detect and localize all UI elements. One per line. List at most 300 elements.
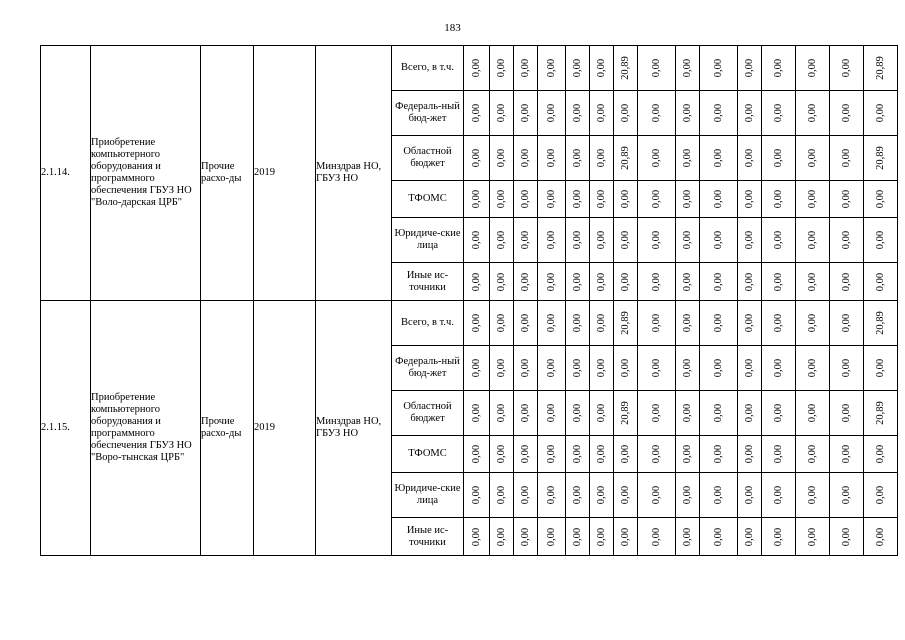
value-text: 0,00	[545, 58, 557, 78]
value-cell	[614, 181, 638, 218]
value-text: 0,00	[874, 189, 886, 209]
value-cell	[490, 473, 514, 518]
value-text: 0,00	[743, 58, 755, 78]
value-text: 0,00	[772, 485, 784, 505]
value-text: 0,00	[743, 148, 755, 168]
value-cell	[538, 518, 566, 556]
value-text: 0,00	[470, 403, 482, 423]
value-text: 0,00	[772, 272, 784, 291]
value-text: 0,00	[619, 103, 631, 123]
value-cell	[638, 346, 676, 391]
value-cell	[796, 346, 830, 391]
value-text: 0,00	[595, 230, 607, 250]
value-cell	[464, 301, 490, 346]
value-cell	[796, 391, 830, 436]
value-cell	[566, 218, 590, 263]
value-text: 0,00	[519, 189, 531, 209]
value-cell	[738, 436, 762, 473]
value-text: 0,00	[743, 272, 755, 291]
value-text: 0,00	[545, 358, 557, 378]
value-cell	[490, 436, 514, 473]
value-cell	[614, 346, 638, 391]
value-cell	[514, 301, 538, 346]
value-text: 0,00	[874, 272, 886, 291]
value-cell	[796, 46, 830, 91]
value-text: 20,89	[619, 56, 631, 80]
value-text: 0,00	[571, 272, 583, 291]
value-cell	[738, 218, 762, 263]
funding-source: Всего, в т.ч.	[392, 46, 464, 91]
value-text: 0,00	[495, 358, 507, 378]
value-text: 0,00	[840, 58, 852, 78]
value-text: 0,00	[595, 272, 607, 291]
value-text: 0,00	[681, 527, 693, 546]
value-cell	[676, 436, 700, 473]
value-text: 0,00	[470, 230, 482, 250]
value-text: 0,00	[650, 403, 662, 423]
value-text: 0,00	[519, 148, 531, 168]
value-cell	[762, 218, 796, 263]
value-cell	[590, 91, 614, 136]
value-text: 0,00	[840, 485, 852, 505]
value-cell	[738, 91, 762, 136]
implementation-year: 2019	[254, 46, 316, 301]
value-text: 0,00	[650, 485, 662, 505]
value-cell	[796, 436, 830, 473]
value-text: 20,89	[619, 146, 631, 170]
value-cell	[676, 46, 700, 91]
value-cell	[614, 218, 638, 263]
value-text: 0,00	[470, 148, 482, 168]
value-cell	[700, 473, 738, 518]
value-cell	[566, 181, 590, 218]
value-text: 0,00	[495, 272, 507, 291]
value-cell	[738, 473, 762, 518]
value-text: 0,00	[806, 313, 818, 333]
value-text: 0,00	[806, 444, 818, 464]
value-cell	[464, 218, 490, 263]
value-cell	[514, 263, 538, 301]
value-cell	[614, 518, 638, 556]
value-text: 0,00	[519, 272, 531, 291]
value-cell	[738, 391, 762, 436]
value-text: 0,00	[495, 313, 507, 333]
value-cell	[700, 301, 738, 346]
value-cell	[830, 91, 864, 136]
value-cell	[676, 136, 700, 181]
value-cell	[762, 301, 796, 346]
value-cell	[638, 473, 676, 518]
value-text: 0,00	[619, 189, 631, 209]
funding-source: Федераль-ный бюд-жет	[392, 346, 464, 391]
value-cell	[490, 136, 514, 181]
value-cell	[796, 181, 830, 218]
value-cell	[638, 518, 676, 556]
value-text: 20,89	[874, 146, 886, 170]
value-text: 0,00	[519, 444, 531, 464]
value-text: 0,00	[545, 230, 557, 250]
value-text: 0,00	[470, 313, 482, 333]
value-text: 0,00	[519, 403, 531, 423]
value-cell	[676, 518, 700, 556]
value-text: 0,00	[806, 189, 818, 209]
value-text: 0,00	[874, 358, 886, 378]
value-text: 0,00	[470, 189, 482, 209]
value-text: 0,00	[743, 103, 755, 123]
value-text: 0,00	[681, 103, 693, 123]
executor: Минздрав НО, ГБУЗ НО	[316, 46, 392, 301]
value-text: 0,00	[772, 103, 784, 123]
value-text: 0,00	[470, 103, 482, 123]
value-text: 0,00	[495, 189, 507, 209]
value-text: 0,00	[743, 485, 755, 505]
value-text: 0,00	[495, 444, 507, 464]
value-cell	[464, 346, 490, 391]
value-text: 0,00	[495, 485, 507, 505]
value-cell	[490, 218, 514, 263]
value-cell	[590, 346, 614, 391]
value-cell	[566, 263, 590, 301]
value-text: 0,00	[874, 444, 886, 464]
value-text: 0,00	[712, 358, 724, 378]
value-cell	[538, 473, 566, 518]
value-text: 0,00	[470, 358, 482, 378]
value-cell	[700, 136, 738, 181]
value-text: 0,00	[519, 103, 531, 123]
value-text: 0,00	[806, 230, 818, 250]
value-cell	[566, 46, 590, 91]
value-cell	[638, 391, 676, 436]
value-cell	[590, 301, 614, 346]
value-cell	[830, 436, 864, 473]
value-cell	[864, 436, 898, 473]
value-text: 0,00	[495, 527, 507, 546]
value-text: 0,00	[840, 272, 852, 291]
value-text: 0,00	[650, 230, 662, 250]
value-text: 0,00	[470, 272, 482, 291]
value-cell	[700, 391, 738, 436]
value-cell	[830, 46, 864, 91]
value-cell	[614, 263, 638, 301]
value-cell	[638, 136, 676, 181]
value-cell	[538, 46, 566, 91]
value-cell	[464, 136, 490, 181]
value-cell	[566, 391, 590, 436]
value-text: 0,00	[712, 103, 724, 123]
value-text: 0,00	[650, 527, 662, 546]
value-cell	[796, 218, 830, 263]
value-text: 0,00	[470, 485, 482, 505]
value-cell	[566, 346, 590, 391]
value-cell	[762, 91, 796, 136]
value-text: 0,00	[772, 444, 784, 464]
value-cell	[864, 391, 898, 436]
value-cell	[700, 91, 738, 136]
value-cell	[864, 263, 898, 301]
value-text: 0,00	[806, 58, 818, 78]
value-text: 20,89	[874, 56, 886, 80]
value-text: 0,00	[650, 444, 662, 464]
value-text: 0,00	[681, 358, 693, 378]
implementation-year: 2019	[254, 301, 316, 556]
value-cell	[638, 46, 676, 91]
value-cell	[638, 181, 676, 218]
value-text: 0,00	[712, 444, 724, 464]
value-text: 0,00	[681, 189, 693, 209]
value-cell	[464, 518, 490, 556]
value-cell	[830, 301, 864, 346]
page-number: 183	[444, 22, 461, 34]
value-cell	[590, 46, 614, 91]
value-text: 0,00	[772, 358, 784, 378]
value-text: 0,00	[712, 485, 724, 505]
value-cell	[464, 436, 490, 473]
value-text: 0,00	[470, 58, 482, 78]
value-cell	[638, 263, 676, 301]
value-cell	[590, 218, 614, 263]
funding-source: Юридиче-ские лица	[392, 473, 464, 518]
funding-source: Иные ис-точники	[392, 518, 464, 556]
value-cell	[514, 346, 538, 391]
value-text: 0,00	[619, 444, 631, 464]
value-cell	[676, 91, 700, 136]
value-cell	[514, 91, 538, 136]
value-cell	[490, 391, 514, 436]
funding-source: Юридиче-ские лица	[392, 218, 464, 263]
value-cell	[676, 218, 700, 263]
value-cell	[614, 301, 638, 346]
value-text: 0,00	[772, 313, 784, 333]
value-text: 0,00	[495, 230, 507, 250]
value-text: 0,00	[519, 527, 531, 546]
value-text: 0,00	[772, 58, 784, 78]
value-text: 0,00	[619, 527, 631, 546]
value-cell	[676, 301, 700, 346]
value-cell	[538, 391, 566, 436]
value-cell	[796, 473, 830, 518]
value-cell	[864, 473, 898, 518]
value-cell	[566, 301, 590, 346]
value-text: 0,00	[650, 103, 662, 123]
value-cell	[464, 391, 490, 436]
value-cell	[830, 218, 864, 263]
value-text: 0,00	[519, 313, 531, 333]
value-cell	[796, 263, 830, 301]
value-cell	[796, 518, 830, 556]
value-text: 0,00	[806, 485, 818, 505]
budget-table	[40, 45, 905, 556]
value-text: 0,00	[772, 148, 784, 168]
value-cell	[762, 346, 796, 391]
value-text: 0,00	[681, 58, 693, 78]
value-text: 0,00	[595, 103, 607, 123]
value-text: 0,00	[595, 58, 607, 78]
value-text: 0,00	[519, 485, 531, 505]
value-cell	[490, 263, 514, 301]
value-text: 0,00	[681, 313, 693, 333]
value-cell	[614, 473, 638, 518]
value-text: 0,00	[840, 444, 852, 464]
value-text: 0,00	[571, 403, 583, 423]
value-text: 0,00	[840, 189, 852, 209]
value-cell	[538, 218, 566, 263]
value-cell	[566, 136, 590, 181]
value-text: 0,00	[681, 403, 693, 423]
value-text: 0,00	[545, 272, 557, 291]
value-cell	[490, 181, 514, 218]
value-cell	[676, 346, 700, 391]
value-text: 0,00	[595, 313, 607, 333]
value-cell	[638, 91, 676, 136]
value-text: 0,00	[712, 230, 724, 250]
value-cell	[762, 181, 796, 218]
value-text: 0,00	[806, 358, 818, 378]
value-cell	[830, 346, 864, 391]
value-text: 0,00	[519, 230, 531, 250]
value-text: 0,00	[571, 148, 583, 168]
value-text: 0,00	[840, 103, 852, 123]
value-cell	[796, 301, 830, 346]
row-number: 2.1.14.	[41, 46, 91, 301]
value-text: 0,00	[772, 230, 784, 250]
value-text: 0,00	[650, 58, 662, 78]
value-cell	[590, 263, 614, 301]
value-cell	[590, 518, 614, 556]
funding-source: Областной бюджет	[392, 136, 464, 181]
value-text: 0,00	[545, 444, 557, 464]
value-text: 0,00	[571, 358, 583, 378]
value-cell	[514, 518, 538, 556]
funding-source: Иные ис-точники	[392, 263, 464, 301]
value-cell	[796, 91, 830, 136]
value-cell	[830, 518, 864, 556]
value-cell	[738, 301, 762, 346]
value-text: 0,00	[650, 358, 662, 378]
value-cell	[700, 436, 738, 473]
value-text: 0,00	[806, 403, 818, 423]
value-cell	[762, 391, 796, 436]
value-text: 0,00	[595, 485, 607, 505]
value-text: 0,00	[495, 103, 507, 123]
value-cell	[830, 136, 864, 181]
value-cell	[490, 46, 514, 91]
value-cell	[738, 518, 762, 556]
value-text: 0,00	[712, 527, 724, 546]
funding-source: Всего, в т.ч.	[392, 301, 464, 346]
funding-source: Областной бюджет	[392, 391, 464, 436]
value-cell	[638, 218, 676, 263]
value-text: 0,00	[571, 313, 583, 333]
event-description: Приобретение компьютерного оборудования и программного обеспечения ГБУЗ НО "Воло-дарская ЦРБ"	[91, 46, 201, 301]
value-cell	[700, 346, 738, 391]
value-cell	[830, 391, 864, 436]
value-cell	[864, 218, 898, 263]
value-text: 0,00	[806, 148, 818, 168]
value-text: 0,00	[571, 527, 583, 546]
value-text: 0,00	[681, 485, 693, 505]
value-text: 20,89	[619, 311, 631, 335]
value-text: 0,00	[840, 313, 852, 333]
value-text: 0,00	[743, 444, 755, 464]
value-cell	[566, 436, 590, 473]
value-text: 0,00	[681, 444, 693, 464]
table-row	[41, 46, 905, 91]
value-cell	[738, 346, 762, 391]
value-text: 0,00	[712, 148, 724, 168]
value-text: 0,00	[712, 58, 724, 78]
value-cell	[590, 391, 614, 436]
row-number: 2.1.15.	[41, 301, 91, 556]
value-cell	[738, 263, 762, 301]
value-text: 0,00	[545, 103, 557, 123]
value-cell	[538, 181, 566, 218]
value-text: 0,00	[743, 189, 755, 209]
value-text: 0,00	[571, 103, 583, 123]
funding-source: ТФОМС	[392, 181, 464, 218]
value-text: 0,00	[772, 189, 784, 209]
value-cell	[864, 181, 898, 218]
value-text: 0,00	[743, 313, 755, 333]
value-cell	[700, 181, 738, 218]
value-cell	[864, 518, 898, 556]
value-text: 0,00	[806, 272, 818, 291]
value-cell	[738, 136, 762, 181]
value-text: 0,00	[806, 527, 818, 546]
funding-source: ТФОМС	[392, 436, 464, 473]
value-text: 0,00	[619, 272, 631, 291]
value-text: 0,00	[681, 230, 693, 250]
value-cell	[538, 436, 566, 473]
value-text: 0,00	[772, 403, 784, 423]
value-text: 0,00	[772, 527, 784, 546]
value-cell	[538, 263, 566, 301]
expense-category: Прочие расхо-ды	[201, 301, 254, 556]
value-text: 0,00	[840, 527, 852, 546]
value-cell	[762, 136, 796, 181]
value-cell	[614, 91, 638, 136]
value-text: 0,00	[495, 58, 507, 78]
value-cell	[830, 263, 864, 301]
value-text: 0,00	[545, 403, 557, 423]
value-text: 0,00	[840, 230, 852, 250]
value-cell	[590, 473, 614, 518]
value-cell	[830, 473, 864, 518]
value-cell	[566, 473, 590, 518]
value-cell	[566, 518, 590, 556]
value-text: 0,00	[712, 403, 724, 423]
value-cell	[490, 301, 514, 346]
value-cell	[676, 473, 700, 518]
value-cell	[762, 518, 796, 556]
event-description: Приобретение компьютерного оборудования и программного обеспечения ГБУЗ НО "Воро-тынская ЦРБ"	[91, 301, 201, 556]
value-cell	[700, 46, 738, 91]
value-text: 0,00	[495, 403, 507, 423]
value-cell	[538, 91, 566, 136]
value-text: 0,00	[681, 272, 693, 291]
value-cell	[738, 181, 762, 218]
value-cell	[676, 263, 700, 301]
value-cell	[514, 218, 538, 263]
value-cell	[864, 46, 898, 91]
value-text: 0,00	[743, 358, 755, 378]
value-text: 0,00	[595, 358, 607, 378]
value-text: 0,00	[470, 527, 482, 546]
value-text: 20,89	[619, 401, 631, 425]
value-cell	[538, 136, 566, 181]
value-text: 0,00	[712, 313, 724, 333]
value-text: 0,00	[840, 358, 852, 378]
value-text: 20,89	[874, 311, 886, 335]
